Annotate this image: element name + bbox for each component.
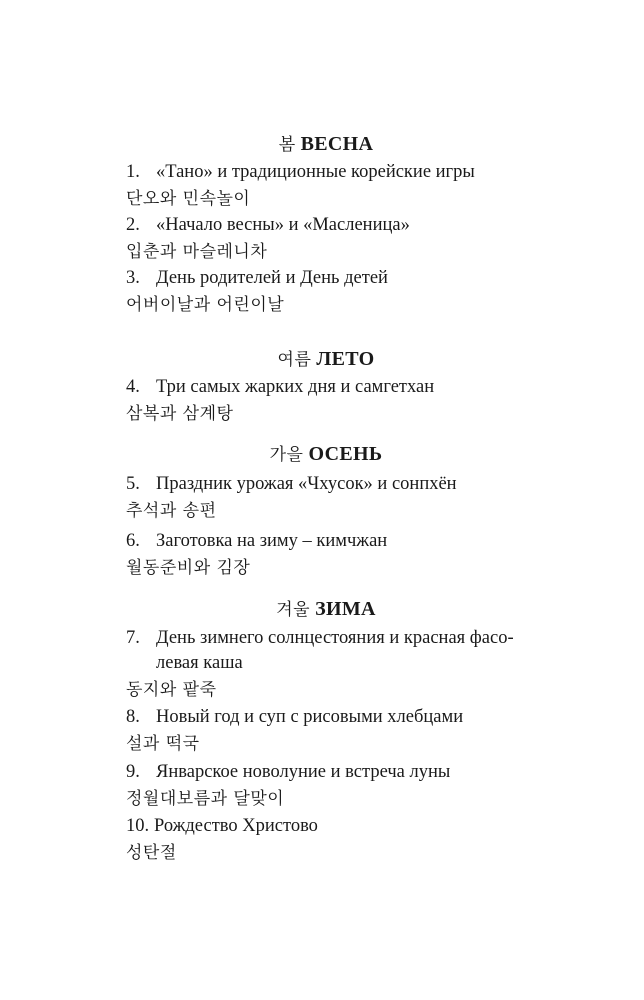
item-russian-title: [126, 160, 526, 185]
item-russian-title: [126, 705, 526, 730]
list-item[interactable]: [126, 375, 526, 426]
item-title: «Тано» и традиционные корейские игры: [156, 162, 475, 182]
item-title: Заготовка на зиму – кимчжан: [156, 531, 388, 551]
item-title: Новый год и суп с рисовыми хлебцами: [156, 707, 464, 727]
section-heading-russian: ЗИМА: [315, 598, 376, 620]
item-korean-title: 어버이날과 어린이날: [126, 295, 285, 315]
item-korean-title: 정월대보름과 달맞이: [126, 789, 285, 809]
item-number: 5.: [126, 474, 140, 494]
item-number: 8.: [126, 707, 140, 727]
item-korean-title: 입춘과 마슬레니차: [126, 242, 268, 262]
list-item[interactable]: [126, 213, 526, 264]
list-item[interactable]: [126, 266, 526, 317]
section-heading-russian: ВЕСНА: [300, 133, 374, 155]
item-russian-title: [126, 814, 526, 839]
section-heading-spring: [126, 131, 526, 158]
item-russian-title: [126, 626, 526, 651]
item-title: Январское новолуние и встреча луны: [156, 762, 451, 782]
list-item[interactable]: [126, 529, 526, 580]
item-number: 3.: [126, 268, 140, 288]
item-title: Рождество Христово: [154, 816, 318, 836]
list-item[interactable]: [126, 160, 526, 211]
item-russian-title: [126, 266, 526, 291]
item-title: Праздник урожая «Чхусок» и сонпхён: [156, 474, 457, 494]
item-title: День родителей и День детей: [156, 268, 388, 288]
item-korean-title: 성탄절: [126, 843, 177, 863]
item-number: 7.: [126, 628, 140, 648]
item-korean-title: 단오와 민속놀이: [126, 189, 251, 209]
item-number: 1.: [126, 162, 140, 182]
section-heading-russian: ЛЕТО: [316, 348, 375, 370]
section-heading-russian: ОСЕНЬ: [308, 443, 383, 465]
item-title-continuation: левая каша: [156, 653, 243, 673]
item-russian-title: [126, 213, 526, 238]
item-korean-title: 설과 떡국: [126, 734, 200, 754]
item-korean-title: 동지와 팥죽: [126, 680, 217, 700]
item-title: «Начало весны» и «Масленица»: [156, 215, 410, 235]
section-heading-korean: 겨울: [276, 600, 311, 620]
item-korean-title: 삼복과 삼계탕: [126, 404, 234, 424]
item-title: День зимнего солнцестояния и красная фасо-: [156, 628, 514, 648]
item-russian-title: [126, 760, 526, 785]
section-heading-summer: [126, 346, 526, 373]
list-item[interactable]: [126, 472, 526, 523]
section-heading-korean: 가을: [269, 445, 304, 465]
item-number: 9.: [126, 762, 140, 782]
item-title: Три самых жарких дня и самгетхан: [156, 377, 435, 397]
section-heading-autumn: [126, 441, 526, 468]
list-item[interactable]: [126, 705, 526, 756]
list-item[interactable]: [126, 760, 526, 811]
section-heading-korean: 여름: [277, 350, 312, 370]
item-russian-title: [126, 375, 526, 400]
item-korean-title: 추석과 송편: [126, 501, 217, 521]
list-item[interactable]: [126, 626, 526, 702]
item-number: 4.: [126, 377, 140, 397]
item-korean-title: 월동준비와 김장: [126, 558, 251, 578]
section-heading-winter: [126, 596, 526, 623]
item-number: 6.: [126, 531, 140, 551]
item-russian-title: [126, 529, 526, 554]
item-number: 2.: [126, 215, 140, 235]
section-heading-korean: 봄: [278, 135, 296, 155]
item-russian-title: [126, 472, 526, 497]
table-of-contents: [126, 0, 526, 1000]
item-number: 10.: [126, 816, 150, 836]
list-item[interactable]: [126, 814, 526, 865]
